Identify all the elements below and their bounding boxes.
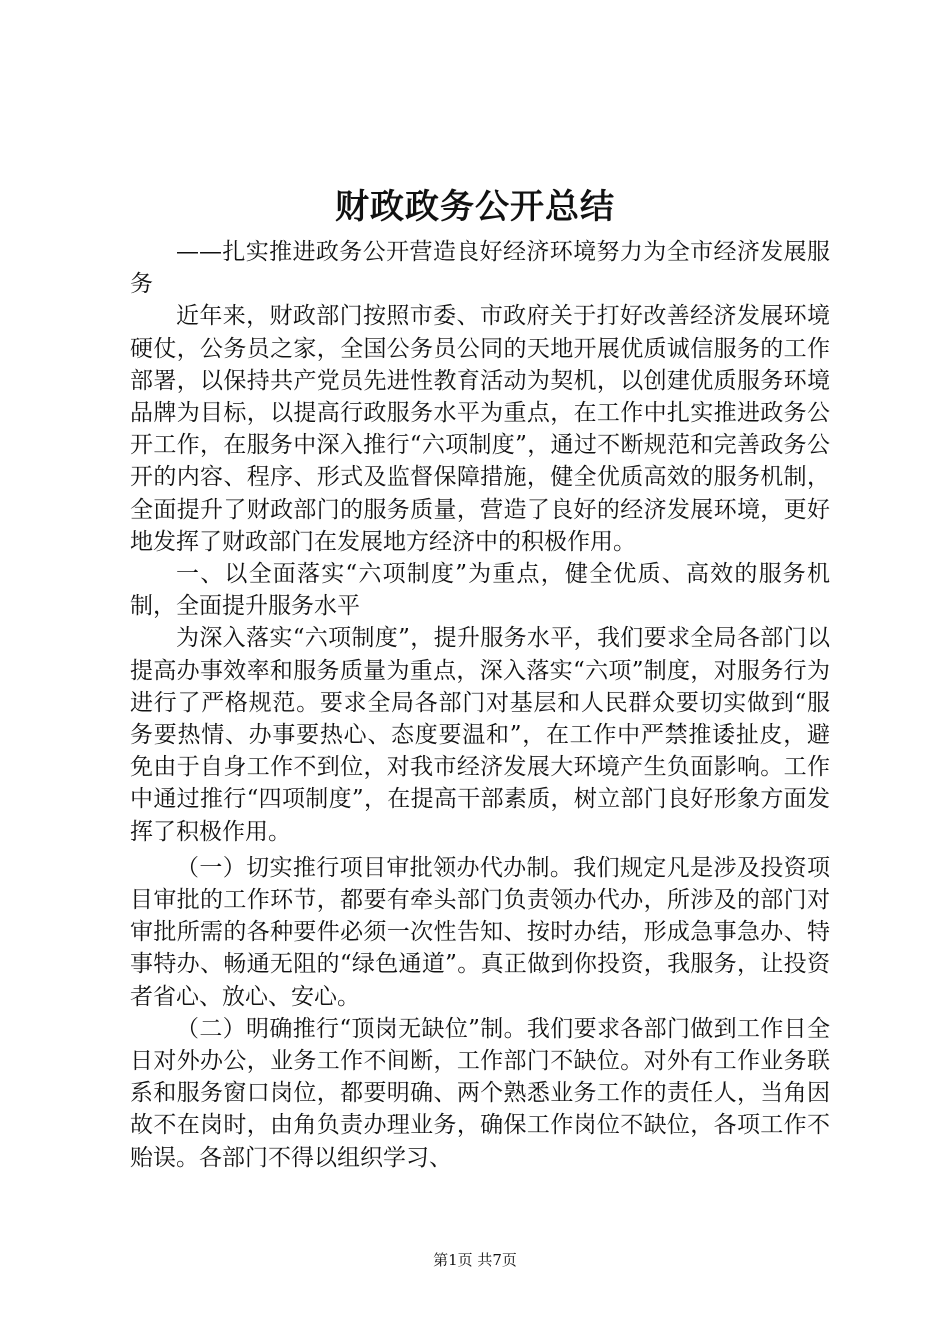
document-subtitle: ——扎实推进政务公开营造良好经济环境努力为全市经济发展服务 [130, 239, 830, 298]
document-title: 财政政务公开总结 [335, 187, 615, 227]
paragraph-item-1: （一）切实推行项目审批领办代办制。我们规定凡是涉及投资项目审批的工作环节，都要有牵头部门负责领办代办，所涉及的部门对审批所需的各种要件必须一次性告知、按时办结，形成急事急办、特事特办、畅通无阻的“绿色通道”。真正做到你投资，我服务，让投资者省心、放心、安心。 [130, 854, 830, 1010]
paragraph-item-2: （二）明确推行“顶岗无缺位”制。我们要求各部门做到工作日全日对外办公，业务工作不间断，工作部门不缺位。对外有工作业务联系和服务窗口岗位，都要明确、两个熟悉业务工作的责任人，当角因故不在岗时，由角负责办理业务，确保工作岗位不缺位，各项工作不贻误。各部门不得以组织学习、 [130, 1015, 830, 1171]
page-footer: 第1页 共7页 [433, 1251, 517, 1269]
section-heading-1: 一、以全面落实“六项制度”为重点，健全优质、高效的服务机制，全面提升服务水平 [130, 561, 830, 620]
paragraph-intro: 近年来，财政部门按照市委、市政府关于打好改善经济发展环境硬仗，公务员之家，全国公务员公同的天地开展优质诚信服务的工作部署，以保持共产党员先进性教育活动为契机，以创建优质服务环境品牌为目标，以提高行政服务水平为重点，在工作中扎实推进政务公开工作，在服务中深入推行“六项制度”，通过不断规范和完善政务公开的内容、程序、形式及监督保障措施，健全优质高效的服务机制，全面提升了财政部门的服务质量，营造了良好的经济发展环境，更好地发挥了财政部门在发展地方经济中的积极作用。 [130, 303, 830, 555]
document-body [130, 236, 830, 1174]
paragraph-section-1: 为深入落实“六项制度”，提升服务水平，我们要求全局各部门以提高办事效率和服务质量为重点，深入落实“六项”制度，对服务行为进行了严格规范。要求全局各部门对基层和人民群众要切实做到“服务要热情、办事要热心、态度要温和”，在工作中严禁推诿扯皮，避免由于自身工作不到位，对我市经济发展大环境产生负面影响。工作中通过推行“四项制度”，在提高干部素质，树立部门良好形象方面发挥了积极作用。 [130, 625, 830, 845]
